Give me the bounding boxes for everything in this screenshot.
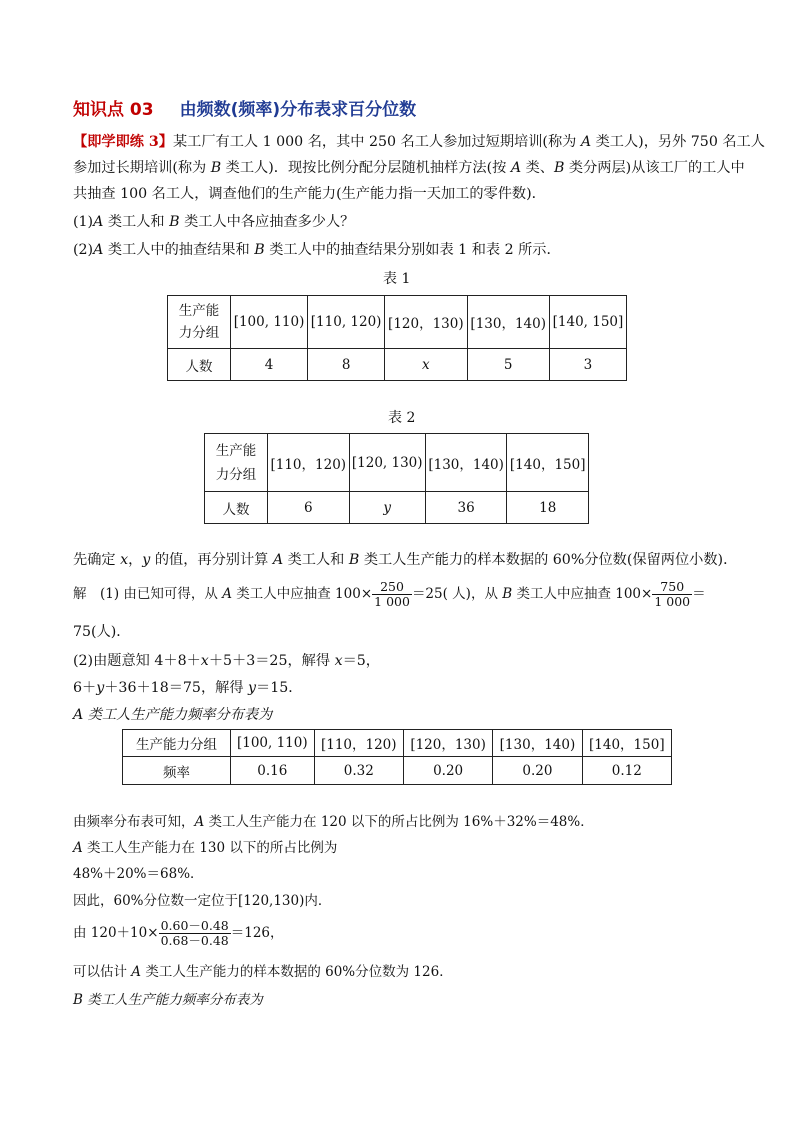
table2-caption: 表 2 xyxy=(388,410,416,426)
table1-caption: 表 1 xyxy=(383,271,411,287)
table2-group-cell: [140，150] xyxy=(507,434,589,492)
table2-group-cell: [130，140) xyxy=(425,434,507,492)
table2-group-cell: [110，120) xyxy=(268,434,350,492)
analysis-line-2: A 类工人生产能力在 130 以下的所占比例为 xyxy=(73,840,338,856)
table3-freq-cell: 0.12 xyxy=(582,757,671,785)
table1-count-cell: 5 xyxy=(467,349,549,381)
problem-line-2: 参加过长期培训(称为 B 类工人)．现按比例分配分层随机抽样方法(按 A 类、B 类分两层)从该工厂的工人中 xyxy=(73,160,745,176)
table2-count-cell: 18 xyxy=(507,492,589,524)
table1-group-cell: [100, 110) xyxy=(231,296,308,349)
table3-header-cell: 生产能力分组 xyxy=(123,730,231,757)
table1-group-cell: [110, 120) xyxy=(308,296,385,349)
table3-freq-cell: 0.20 xyxy=(403,757,492,785)
table3-freq-cell: 0.20 xyxy=(493,757,582,785)
table1-count-cell: x xyxy=(385,349,467,381)
solution-line-3: 6＋y＋36＋18＝75，解得 y＝15． xyxy=(73,680,303,696)
solution-line-1b: 75(人)． xyxy=(73,624,131,640)
table3-group-cell: [130，140) xyxy=(493,730,582,757)
question-1: (1)A 类工人和 B 类工人中各应抽查多少人？ xyxy=(73,214,355,230)
task-statement: 先确定 x，y 的值，再分别计算 A 类工人和 B 类工人生产能力的样本数据的 60%分位数(保留两位小数)． xyxy=(73,552,738,568)
table1-count-cell: 3 xyxy=(549,349,626,381)
analysis-line-7: B 类工人生产能力频率分布表为 xyxy=(73,992,263,1008)
analysis-line-6: 可以估计 A 类工人生产能力的样本数据的 60%分位数为 126． xyxy=(73,964,453,980)
table3-freq-cell: 0.16 xyxy=(231,757,315,785)
table2-header-cell: 生产能 力分组 xyxy=(205,434,268,492)
table1-group-cell: [120，130) xyxy=(385,296,467,349)
exercise-tag: 【即学即练 3】 xyxy=(73,134,173,150)
table2-count-cell: y xyxy=(349,492,425,524)
fraction-750-over-1000: $\frac{750}{1 000}$ xyxy=(654,579,691,609)
table3-row-label: 频率 xyxy=(123,757,231,785)
table3-group-cell: [120，130) xyxy=(403,730,492,757)
table1-group-cell: [130，140) xyxy=(467,296,549,349)
section-title: 由频数(频率)分布表求百分位数 xyxy=(179,100,417,120)
table2-group-cell: [120, 130) xyxy=(349,434,425,492)
fraction-percentile: $\frac{0.60-0.48}{0.68-0.48}$ xyxy=(160,918,229,948)
problem-line-3: 共抽查 100 名工人，调查他们的生产能力(生产能力指一天加工的零件数)． xyxy=(73,186,546,202)
table1-group-cell: [140, 150] xyxy=(549,296,626,349)
table3-group-cell: [140，150] xyxy=(582,730,671,757)
knowledge-point-label: 知识点 03 xyxy=(73,100,154,120)
solution-line-1: 解 (1) 由已知可得，从 A 类工人中应抽查 100× $\frac{250}{1 000}$ ＝25( 人)，从 B 类工人中应抽查 100× $\frac{750}{1 000}$ ＝ xyxy=(73,579,706,609)
table2 xyxy=(204,433,589,524)
section-heading xyxy=(73,95,416,120)
solution-line-4: A 类工人生产能力频率分布表为 xyxy=(73,707,273,723)
table3-group-cell: [100, 110) xyxy=(231,730,315,757)
table2-row-label: 人数 xyxy=(205,492,268,524)
table2-count-cell: 36 xyxy=(425,492,507,524)
analysis-line-1: 由频率分布表可知，A 类工人生产能力在 120 以下的所占比例为 16%＋32%＝48%． xyxy=(73,814,594,830)
table1-count-cell: 4 xyxy=(231,349,308,381)
problem-line-1: 【即学即练 3】某工厂有工人 1 000 名，其中 250 名工人参加过短期培训(称为 A 类工人)，另外 750 名工人 xyxy=(73,134,765,150)
question-2: (2)A 类工人中的抽查结果和 B 类工人中的抽查结果分别如表 1 和表 2 所示． xyxy=(73,242,561,258)
analysis-line-3: 48%＋20%＝68%． xyxy=(73,866,204,882)
table1 xyxy=(167,295,627,381)
analysis-line-5: 由 120＋10× $\frac{0.60-0.48}{0.68-0.48}$ ＝126， xyxy=(73,918,284,948)
table1-row-label: 人数 xyxy=(168,349,231,381)
analysis-line-4: 因此，60%分位数一定位于[120,130)内． xyxy=(73,893,332,909)
solution-line-2: (2)由题意知 4＋8＋x＋5＋3＝25，解得 x＝5， xyxy=(73,653,380,669)
table3-group-cell: [110，120) xyxy=(314,730,403,757)
table1-header-cell: 生产能 力分组 xyxy=(168,296,231,349)
table3-freq-cell: 0.32 xyxy=(314,757,403,785)
fraction-250-over-1000: $\frac{250}{1 000}$ xyxy=(374,579,410,609)
table1-count-cell: 8 xyxy=(308,349,385,381)
table2-count-cell: 6 xyxy=(268,492,350,524)
frequency-table-a xyxy=(122,729,672,785)
